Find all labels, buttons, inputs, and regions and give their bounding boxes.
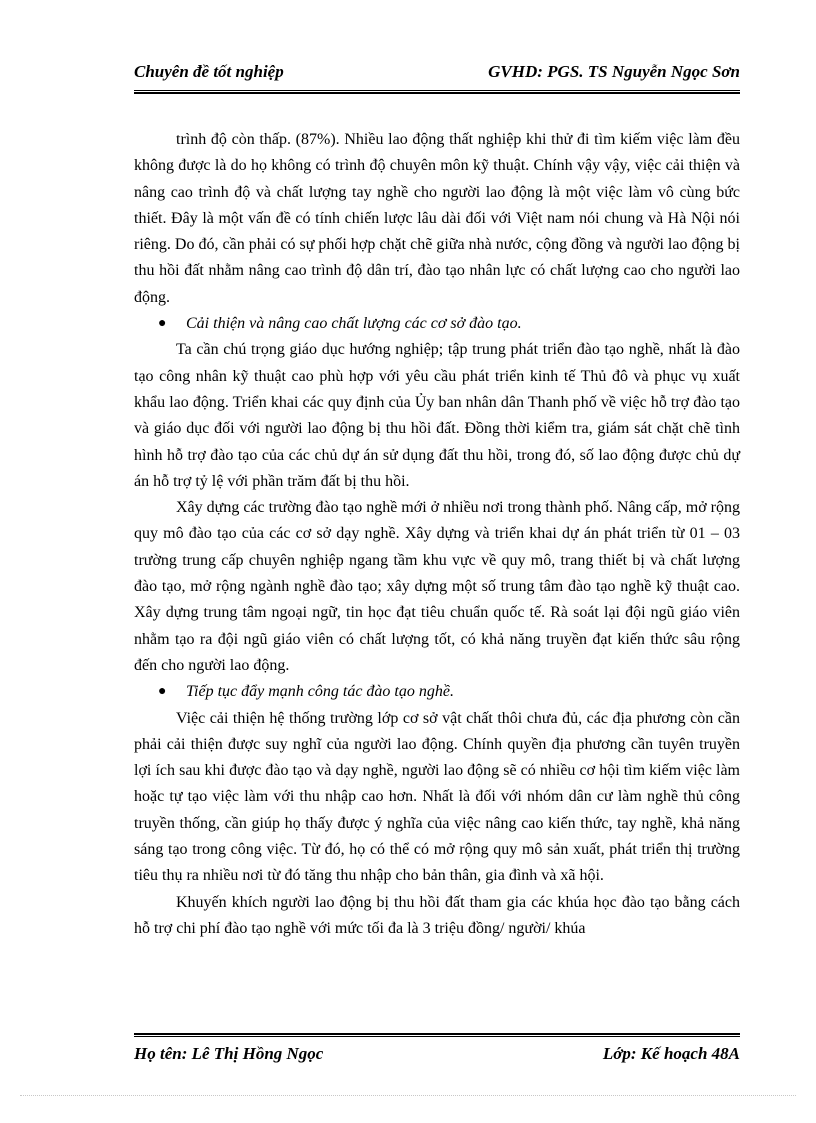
page-edge-divider [20, 1095, 796, 1096]
paragraph-1: trình độ còn thấp. (87%). Nhiều lao động thất nghiệp khi thử đi tìm kiếm việc làm đều không được là do họ không có trình độ chuyên môn kỹ thuật. Chính vậy vậy, việc cải thiện và nâng cao trình độ và chất lượng tay nghề cho người lao động là một việc làm vô cùng bức thiết. Đây là một vấn đề có tính chiến lược lâu dài đối với Việt nam nói chung và Hà Nội nói riêng. Do đó, cần phải có sự phối hợp chặt chẽ giữa nhà nước, cộng đồng và người lao động bị thu hồi đất nhằm nâng cao trình độ dân trí, đào tạo nhân lực có chất lượng cao cho người lao động. [134, 131, 740, 306]
paragraph-5: Khuyến khích người lao động bị thu hồi đất tham gia các khúa học đào tạo bằng cách hỗ trợ chi phí đào tạo nghề với mức tối đa là 3 triệu đồng/ người/ khúa [134, 893, 740, 937]
bullet-dot-icon: ● [158, 684, 167, 700]
paragraph-4: Việc cải thiện hệ thống trường lớp cơ sở vật chất thôi chưa đủ, các địa phương còn cần phải cải thiện được suy nghĩ của người lao động. Chính quyền địa phương cần tuyên truyền lợi ích sau khi được đào tạo và dạy nghề, người lao động sẽ có nhiều cơ hội tìm kiếm việc làm hoặc tự tạo việc làm với thu nhập cao hơn. Nhất là đối với nhóm dân cư làm nghề thủ công truyền thống, cần giúp họ thấy được ý nghĩa của việc nâng cao kiến thức, tay nghề, khả năng sáng tạo trong công việc. Từ đó, họ có thể có mở rộng quy mô sản xuất, phát triển thị trường tiêu thụ ra nhiều nơi từ đó tăng thu nhập cho bản thân, gia đình và xã hội. [134, 709, 740, 885]
bullet-heading-1 [134, 311, 740, 337]
page-footer [134, 1041, 740, 1069]
header-title: Chuyên đề tốt nghiệp [134, 62, 284, 81]
paragraph-2: Ta cần chú trọng giáo dục hướng nghiệp; tập trung phát triển đào tạo nghề, nhất là đào tạo công nhân kỹ thuật cao phù hợp với yêu cầu phát triển kinh tế Thủ đô và phục vụ xuất khẩu lao động. Triển khai các quy định của Ủy ban nhân dân Thanh phố về việc hỗ trợ đào tạo và giáo dục đối với người lao động bị thu hồi đất. Đồng thời kiểm tra, giám sát chặt chẽ tình hình hỗ trợ đào tạo của các chủ dự án sử dụng đất thu hồi, trong đó, số lao động được chủ dự án hỗ trợ tỷ lệ với phần trăm đất bị thu hồi. [134, 341, 740, 490]
page-header [134, 58, 740, 88]
footer-author: Họ tên: Lê Thị Hồng Ngọc [134, 1044, 324, 1063]
paragraph-3: Xây dựng các trường đào tạo nghề mới ở nhiều nơi trong thành phố. Nâng cấp, mở rộng quy mô đào tạo của các cơ sở dạy nghề. Xây dựng và triển khai dự án phát triển từ 01 – 03 trường trung cấp chuyên nghiệp ngang tầm khu vực về quy mô, trang thiết bị và chất lượng đào tạo, mở rộng ngành nghề đào tạo; xây dựng một số trung tâm đào tạo nghề kỹ thuật cao. Xây dựng trung tâm ngoại ngữ, tin học đạt tiêu chuẩn quốc tế. Rà soát lại đội ngũ giáo viên nhằm tạo ra đội ngũ giáo viên có chất lượng tốt, có khả năng truyền đạt kiến thức sâu rộng đến cho người lao động. [134, 499, 740, 674]
bullet-heading-2-text: Tiếp tục đẩy mạnh công tác đào tạo nghề. [186, 683, 454, 701]
footer-divider [134, 1033, 740, 1037]
bullet-heading-1-text: Cải thiện và nâng cao chất lượng các cơ sở đào tạo. [186, 315, 522, 333]
document-body [134, 127, 740, 942]
bullet-heading-2 [134, 679, 740, 705]
bullet-dot-icon: ● [158, 316, 167, 332]
header-divider [134, 90, 740, 94]
footer-class: Lớp: Kế hoạch 48A [602, 1044, 740, 1063]
header-advisor: GVHD: PGS. TS Nguyễn Ngọc Sơn [488, 62, 740, 81]
